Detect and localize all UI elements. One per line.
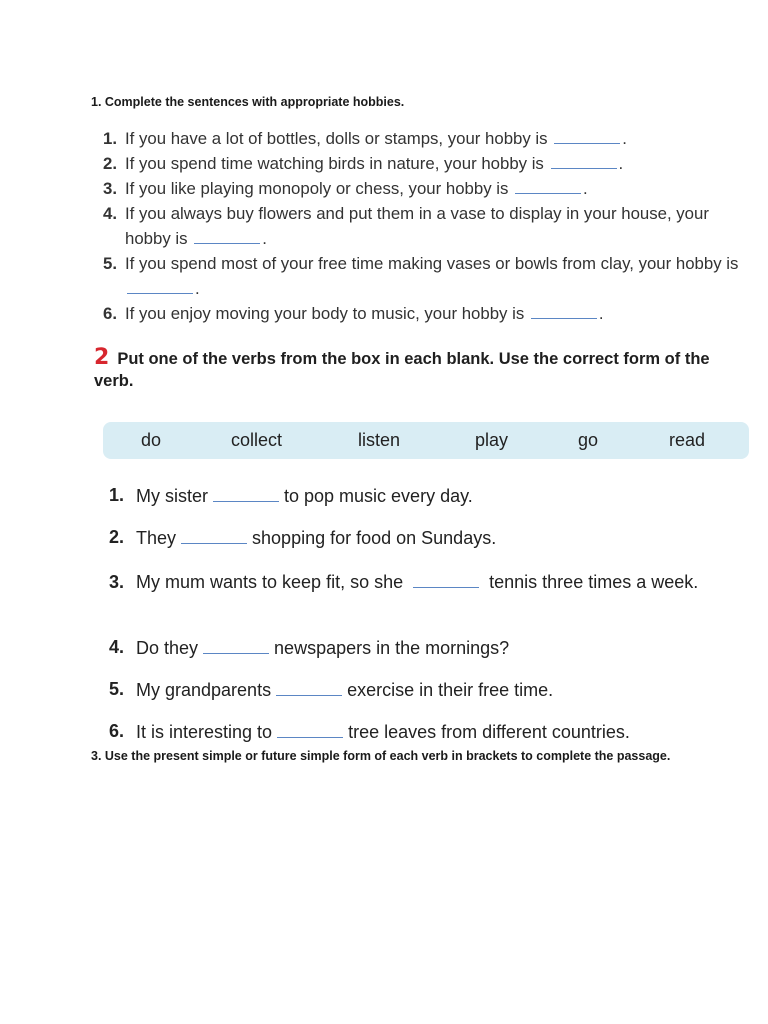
answer-blank[interactable] — [127, 279, 193, 294]
item-number: 4. — [103, 204, 117, 223]
item-number: 3. — [103, 179, 117, 198]
item-text: If you like playing monopoly or chess, your hobby is . — [125, 179, 588, 198]
verb-option: listen — [358, 430, 401, 450]
exercise-1-title: 1. Complete the sentences with appropriate hobbies. — [91, 95, 405, 109]
answer-blank[interactable] — [194, 229, 260, 244]
answer-blank[interactable] — [181, 527, 247, 544]
answer-blank[interactable] — [554, 129, 620, 144]
item-text: If you enjoy moving your body to music, your hobby is . — [125, 304, 604, 323]
exercise-3-title: 3. Use the present simple or future simple form of each verb in brackets to complete the passage. — [91, 749, 671, 763]
exercise-2-title: Put one of the verbs from the box in each blank. Use the correct form of the verb. — [94, 350, 710, 390]
answer-blank[interactable] — [531, 304, 597, 319]
answer-blank[interactable] — [213, 485, 279, 502]
item-text: If you spend most of your free time making vases or bowls from clay, your hobby is . — [125, 254, 739, 298]
item-number: 6. — [109, 721, 125, 741]
item-text: If you have a lot of bottles, dolls or stamps, your hobby is . — [125, 129, 627, 148]
answer-blank[interactable] — [515, 179, 581, 194]
exercise-1-item — [103, 176, 743, 201]
verb-option: go — [578, 430, 599, 450]
item-number: 4. — [109, 637, 125, 657]
item-text: Do they newspapers in the mornings? — [136, 638, 510, 658]
exercise-1-item — [103, 126, 743, 151]
item-number: 1. — [103, 129, 117, 148]
exercise-2-heading — [94, 347, 734, 392]
item-number: 3. — [109, 572, 125, 592]
verb-option: play — [475, 430, 509, 450]
item-text: They shopping for food on Sundays. — [136, 528, 497, 548]
exercise-1-list — [103, 126, 743, 326]
exercise-2-item — [109, 569, 751, 595]
exercise-number: 2 — [94, 345, 110, 370]
item-text: If you spend time watching birds in nature, your hobby is . — [125, 154, 624, 173]
answer-blank[interactable] — [276, 679, 342, 696]
exercise-1-item — [103, 201, 743, 251]
item-text: My mum wants to keep fit, so she tennis three times a week. — [136, 572, 699, 592]
exercise-2-item — [109, 637, 751, 659]
exercise-2-item — [109, 679, 751, 701]
exercise-2-item — [109, 527, 751, 549]
verb-option: do — [141, 430, 162, 450]
item-text: My grandparents exercise in their free time. — [136, 680, 554, 700]
answer-blank[interactable] — [203, 637, 269, 654]
answer-blank[interactable] — [277, 721, 343, 738]
answer-blank[interactable] — [413, 571, 479, 588]
item-text: If you always buy flowers and put them in a vase to display in your house, your hobby is . — [125, 204, 709, 248]
item-text: It is interesting to tree leaves from different countries. — [136, 722, 630, 742]
item-number: 5. — [103, 254, 117, 273]
exercise-1-item — [103, 151, 743, 176]
verb-box — [103, 422, 749, 459]
item-number: 5. — [109, 679, 125, 699]
exercise-2-item — [109, 721, 751, 743]
exercise-1-item — [103, 251, 743, 301]
answer-blank[interactable] — [551, 154, 617, 169]
verb-option: read — [669, 430, 706, 450]
item-number: 6. — [103, 304, 117, 323]
exercise-1-item — [103, 301, 743, 326]
item-number: 2. — [103, 154, 117, 173]
item-text: My sister to pop music every day. — [136, 486, 473, 506]
verb-option: collect — [231, 430, 283, 450]
item-number: 2. — [109, 527, 125, 547]
exercise-2-item — [109, 485, 751, 507]
item-number: 1. — [109, 485, 125, 505]
